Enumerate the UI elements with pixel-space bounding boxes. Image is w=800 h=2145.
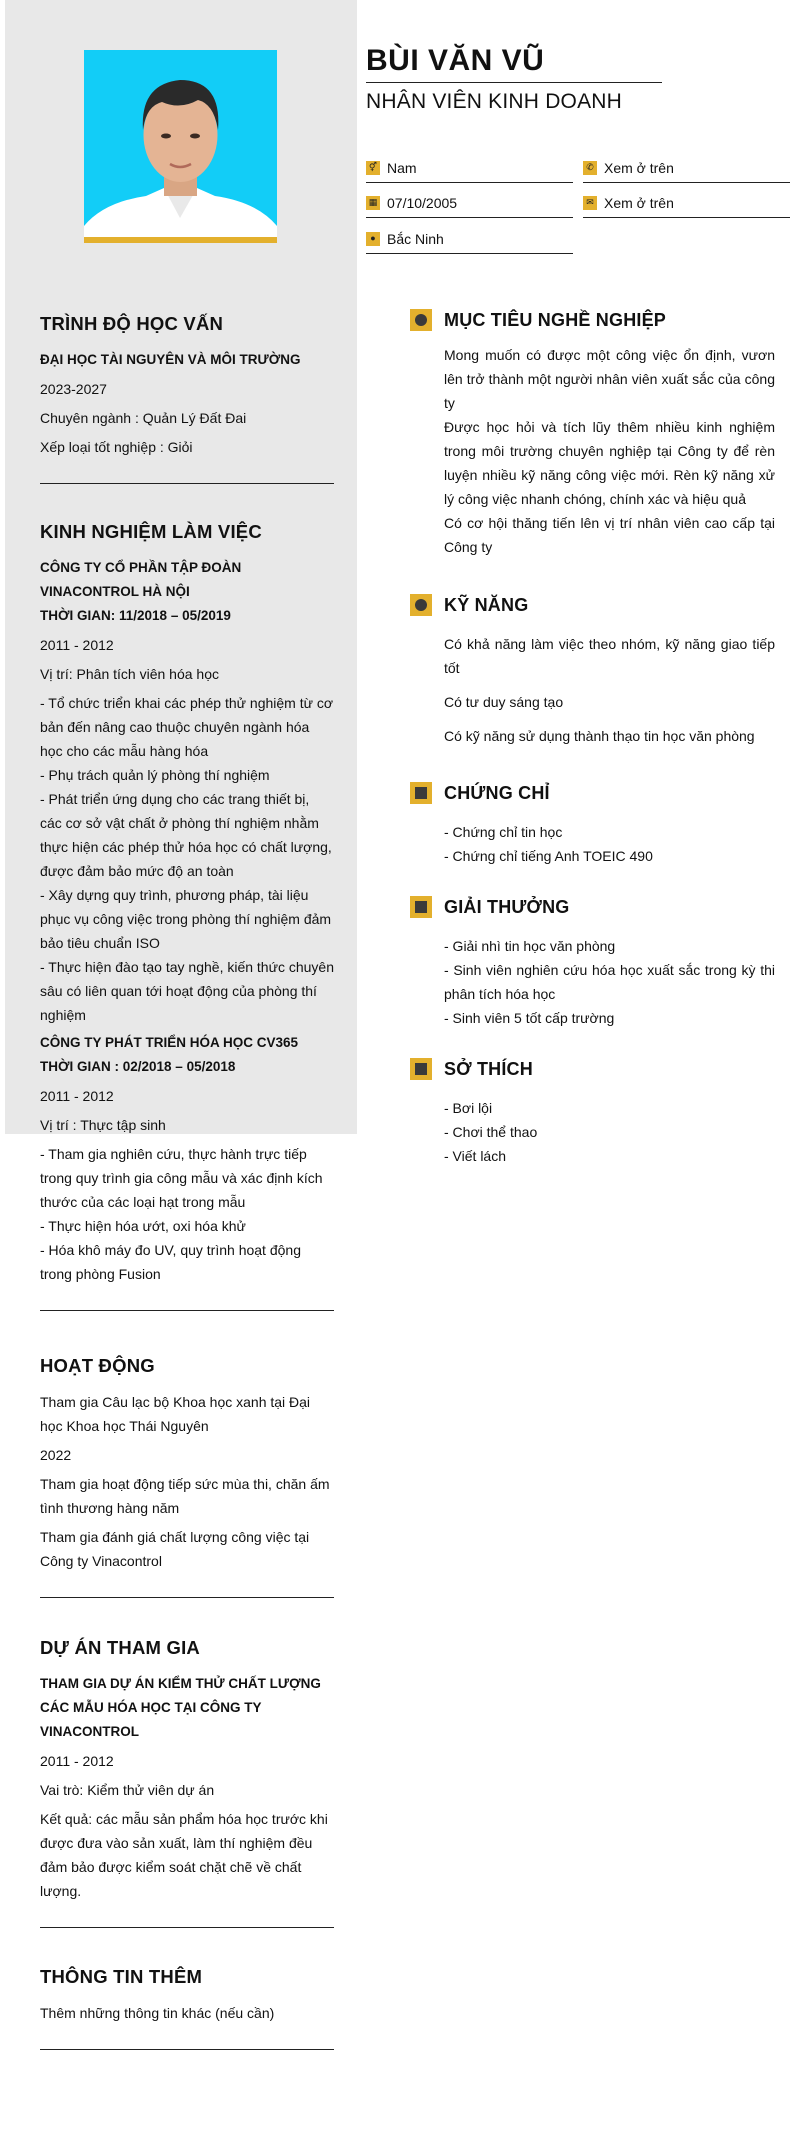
certificate-item: - Chứng chỉ tin học bbox=[444, 824, 563, 840]
job1-task: - Phụ trách quản lý phòng thí nghiệm bbox=[40, 767, 270, 783]
location-pin-icon: ● bbox=[366, 232, 380, 246]
candidate-name: BÙI VĂN VŨ bbox=[366, 44, 662, 83]
education-grade: Xếp loại tốt nghiệp : Giỏi bbox=[40, 439, 193, 455]
job-title: NHÂN VIÊN KINH DOANH bbox=[366, 90, 623, 113]
education-school: ĐẠI HỌC TÀI NGUYÊN VÀ MÔI TRƯỜNG bbox=[40, 352, 301, 367]
job1-task: - Phát triển ứng dụng cho các trang thiết bị, các cơ sở vật chất ở phòng thí nghiệm nhằm thực hiện các phép thử hóa học có chất lượng, được đảm bảo mức độ an toàn bbox=[40, 791, 332, 879]
certificates-title: CHỨNG CHỈ bbox=[444, 782, 550, 803]
section-divider bbox=[40, 483, 334, 484]
objective-paragraph: Có cơ hội thăng tiến lên vị trí nhân viên cao cấp tại Công ty bbox=[444, 515, 775, 555]
activity-item: Tham gia hoạt động tiếp sức mùa thi, chăn ấm tình thương hàng năm bbox=[40, 1476, 330, 1516]
target-icon bbox=[410, 309, 432, 331]
thumbs-up-icon bbox=[410, 1058, 432, 1080]
objective-title: MỤC TIÊU NGHỀ NGHIỆP bbox=[444, 309, 667, 330]
job2-company: CÔNG TY PHÁT TRIỂN HÓA HỌC CV365 bbox=[40, 1035, 299, 1050]
email-value: Xem ở trên bbox=[604, 194, 674, 211]
gender-field bbox=[366, 157, 573, 183]
extra-text: Thêm những thông tin khác (nếu cần) bbox=[40, 2005, 275, 2021]
projects-section bbox=[40, 1636, 334, 1928]
education-section bbox=[40, 312, 334, 484]
awards-section bbox=[410, 894, 775, 1030]
address-value: Bắc Ninh bbox=[387, 230, 444, 247]
hobby-item: - Viết lách bbox=[444, 1148, 506, 1164]
job2-position: Vị trí : Thực tập sinh bbox=[40, 1117, 166, 1133]
job1-position: Vị trí: Phân tích viên hóa học bbox=[40, 666, 219, 682]
skill-item: Có tư duy sáng tạo bbox=[444, 694, 564, 710]
job1-years: 2011 - 2012 bbox=[40, 637, 114, 653]
job1-time: THỜI GIAN: 11/2018 – 05/2019 bbox=[40, 608, 231, 623]
certificate-icon bbox=[410, 782, 432, 804]
award-item: - Sinh viên nghiên cứu hóa học xuất sắc trong kỳ thi phân tích hóa học bbox=[444, 962, 775, 1002]
email-field bbox=[583, 192, 790, 218]
address-field bbox=[366, 228, 573, 254]
hobbies-title: SỞ THÍCH bbox=[444, 1058, 533, 1079]
avatar bbox=[84, 50, 277, 243]
objective-section bbox=[410, 307, 775, 559]
hobbies-section bbox=[410, 1056, 775, 1168]
job1-task: - Xây dựng quy trình, phương pháp, tài liệu phục vụ công việc trong phòng thí nghiệm đảm bảo tiêu chuẩn ISO bbox=[40, 887, 332, 951]
birthday-value: 07/10/2005 bbox=[387, 194, 458, 211]
job1-task: - Tổ chức triển khai các phép thử nghiệm từ cơ bản đến nâng cao thuộc chuyên ngành hóa học cho các mẫu hàng hóa bbox=[40, 695, 334, 759]
section-divider bbox=[40, 1597, 334, 1598]
photo-accent-bar bbox=[84, 237, 277, 243]
gender-icon: ⚥ bbox=[366, 161, 380, 175]
experience-section bbox=[40, 520, 334, 1311]
job1-company: CÔNG TY CỔ PHẦN TẬP ĐOÀN VINACONTROL HÀ NỘI bbox=[40, 560, 242, 599]
skills-title: KỸ NĂNG bbox=[444, 594, 529, 615]
job2-task: - Hóa khô máy đo UV, quy trình hoạt động trong phòng Fusion bbox=[40, 1242, 301, 1282]
job2-task: - Thực hiện hóa ướt, oxi hóa khử bbox=[40, 1218, 246, 1234]
section-divider bbox=[40, 1927, 334, 1928]
education-major: Chuyên ngành : Quản Lý Đất Đai bbox=[40, 410, 247, 426]
certificate-item: - Chứng chỉ tiếng Anh TOEIC 490 bbox=[444, 848, 653, 864]
job2-years: 2011 - 2012 bbox=[40, 1088, 114, 1104]
education-title: TRÌNH ĐỘ HỌC VẤN bbox=[40, 313, 224, 334]
education-years: 2023-2027 bbox=[40, 381, 107, 397]
skill-item: Có kỹ năng sử dụng thành thạo tin học văn phòng bbox=[444, 728, 755, 744]
skill-item: Có khả năng làm việc theo nhóm, kỹ năng giao tiếp tốt bbox=[444, 636, 775, 676]
experience-title: KINH NGHIỆM LÀM VIỆC bbox=[40, 521, 262, 542]
hobby-item: - Chơi thể thao bbox=[444, 1124, 538, 1140]
activity-year: 2022 bbox=[40, 1447, 72, 1463]
phone-value: Xem ở trên bbox=[604, 159, 674, 176]
objective-paragraph: Được học hỏi và tích lũy thêm nhiều kinh nghiệm trong môi trường chuyên nghiệp tại Công ty để rèn luyện nhiều kỹ năng công việc mới. Rèn kỹ năng xử lý công việc nhanh chóng, chính xác và hiệu quả bbox=[444, 419, 775, 507]
birthday-field bbox=[366, 192, 573, 218]
skills-section bbox=[410, 592, 775, 748]
activities-section bbox=[40, 1354, 334, 1598]
activities-title: HOẠT ĐỘNG bbox=[40, 1355, 155, 1376]
job2-time: THỜI GIAN : 02/2018 – 05/2018 bbox=[40, 1059, 236, 1074]
award-item: - Sinh viên 5 tốt cấp trường bbox=[444, 1010, 615, 1026]
gear-icon bbox=[410, 594, 432, 616]
job2-task: - Tham gia nghiên cứu, thực hành trực tiếp trong quy trình gia công mẫu và xác định kích thước của các loại hạt trong mẫu bbox=[40, 1146, 323, 1210]
job1-task: - Thực hiện đào tạo tay nghề, kiến thức chuyên sâu có liên quan tới hoạt động của phòng thí nghiệm bbox=[40, 959, 334, 1023]
section-divider bbox=[40, 2049, 334, 2050]
extra-section bbox=[40, 1965, 334, 2050]
portrait-image bbox=[84, 50, 277, 243]
awards-title: GIẢI THƯỞNG bbox=[444, 896, 570, 917]
activity-item: Tham gia Câu lạc bộ Khoa học xanh tại Đại học Khoa học Thái Nguyên bbox=[40, 1394, 311, 1434]
objective-paragraph: Mong muốn có được một công việc ổn định, vươn lên trở thành một người nhân viên xuất sắc của công ty bbox=[444, 347, 775, 411]
project-name: THAM GIA DỰ ÁN KIỂM THỬ CHẤT LƯỢNG CÁC MẪU HÓA HỌC TẠI CÔNG TY VINACONTROL bbox=[40, 1676, 321, 1739]
certificates-section bbox=[410, 780, 775, 868]
hobby-item: - Bơi lội bbox=[444, 1100, 493, 1116]
project-years: 2011 - 2012 bbox=[40, 1753, 114, 1769]
phone-icon: ✆ bbox=[583, 161, 597, 175]
extra-title: THÔNG TIN THÊM bbox=[40, 1966, 203, 1987]
trophy-icon bbox=[410, 896, 432, 918]
activity-item: Tham gia đánh giá chất lượng công việc tại Công ty Vinacontrol bbox=[40, 1529, 310, 1569]
email-icon: ✉ bbox=[583, 196, 597, 210]
award-item: - Giải nhì tin học văn phòng bbox=[444, 938, 616, 954]
project-role: Vai trò: Kiểm thử viên dự án bbox=[40, 1782, 215, 1798]
projects-title: DỰ ÁN THAM GIA bbox=[40, 1637, 200, 1658]
section-divider bbox=[40, 1310, 334, 1311]
calendar-icon: ▦ bbox=[366, 196, 380, 210]
project-result: Kết quả: các mẫu sản phẩm hóa học trước khi được đưa vào sản xuất, làm thí nghiệm đều đảm bảo được kiểm soát chặt chẽ về chất lượng. bbox=[40, 1811, 328, 1899]
gender-value: Nam bbox=[387, 159, 417, 176]
phone-field bbox=[583, 157, 790, 183]
